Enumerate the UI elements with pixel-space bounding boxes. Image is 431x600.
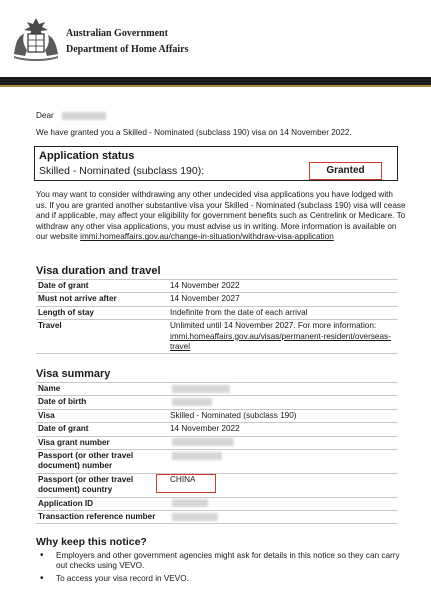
- row-value: 14 November 2022: [168, 423, 398, 436]
- redacted-value: [172, 499, 208, 507]
- redacted-name: [62, 112, 106, 120]
- header-accent-line: [0, 85, 431, 87]
- row-label: Travel: [36, 320, 168, 354]
- redacted-value: [172, 513, 218, 521]
- notice-text: You may want to consider withdrawing any other undecided visa applications you have lodged with us. If you are granted another substantive visa your Skilled - Nominated (subclass 190) visa will cease and if applicable, may affect your eligibility for government benefits such as Centrelink or Medicare. To withdraw any other visa applications, you must advise us in writing. More information is available on our website: [36, 190, 406, 242]
- row-value: [168, 320, 398, 354]
- withdraw-notice: [36, 190, 406, 243]
- why-keep-title: Why keep this notice?: [36, 536, 147, 548]
- row-value: [168, 383, 398, 396]
- row-label: Passport (or other travel document) number: [36, 450, 168, 474]
- list-item: • Employers and other government agencies might ask for details in this notice so they can carry out checks using VEVO.: [38, 551, 410, 572]
- department-name: Department of Home Affairs: [66, 44, 189, 55]
- row-value: [168, 497, 398, 510]
- application-status-box: [34, 146, 398, 181]
- row-value: [168, 436, 398, 449]
- table-row: [36, 280, 398, 293]
- row-value: [168, 511, 398, 524]
- table-row: [36, 473, 398, 497]
- row-value: [168, 450, 398, 474]
- government-name: Australian Government: [66, 28, 168, 39]
- travel-link[interactable]: immi.homeaffairs.gov.au/visas/permanent-resident/overseas-travel: [170, 331, 391, 352]
- list-item: • To access your visa record in VEVO.: [38, 574, 410, 584]
- visa-summary-table: [36, 382, 398, 524]
- salutation: [36, 111, 106, 120]
- row-label: Transaction reference number: [36, 511, 168, 524]
- row-value: [168, 396, 398, 409]
- country-highlight-box: [156, 474, 216, 493]
- row-label: Date of grant: [36, 280, 168, 293]
- table-row: [36, 409, 398, 422]
- row-label: Name: [36, 383, 168, 396]
- header-band: [0, 77, 431, 85]
- table-row: [36, 383, 398, 396]
- status-visa-label: Skilled - Nominated (subclass 190):: [39, 165, 205, 177]
- row-label: Visa: [36, 409, 168, 422]
- row-value: CHINA: [168, 473, 398, 497]
- travel-text: Unlimited until 14 November 2027. For more information:: [170, 321, 377, 331]
- why-keep-list: [38, 551, 410, 586]
- redacted-value: [172, 385, 230, 393]
- row-value: 14 November 2027: [168, 293, 398, 306]
- row-label: Date of birth: [36, 396, 168, 409]
- status-title: Application status: [39, 150, 135, 162]
- table-row: [36, 423, 398, 436]
- visa-duration-table: [36, 279, 398, 354]
- row-label: Length of stay: [36, 306, 168, 319]
- granted-sentence: We have granted you a Skilled - Nominated (subclass 190) visa on 14 November 2022.: [36, 128, 352, 137]
- letterhead: [0, 0, 431, 78]
- coat-of-arms-icon: [8, 14, 64, 62]
- table-row: [36, 293, 398, 306]
- row-label: Date of grant: [36, 423, 168, 436]
- salutation-text: Dear: [36, 111, 54, 120]
- row-value: Indefinite from the date of each arrival: [168, 306, 398, 319]
- table-row: [36, 396, 398, 409]
- redacted-value: [172, 438, 234, 446]
- row-label: Must not arrive after: [36, 293, 168, 306]
- table-row: [36, 497, 398, 510]
- row-label: Visa grant number: [36, 436, 168, 449]
- visa-summary-title: Visa summary: [36, 368, 111, 380]
- row-label: Application ID: [36, 497, 168, 510]
- redacted-value: [172, 398, 212, 406]
- table-row: [36, 436, 398, 449]
- table-row: [36, 306, 398, 319]
- visa-duration-title: Visa duration and travel: [36, 265, 161, 277]
- row-value: 14 November 2022: [168, 280, 398, 293]
- table-row: [36, 450, 398, 474]
- table-row: [36, 320, 398, 354]
- table-row: [36, 511, 398, 524]
- row-label: Passport (or other travel document) country: [36, 473, 168, 497]
- status-value: Granted: [309, 162, 382, 180]
- row-value: Skilled - Nominated (subclass 190): [168, 409, 398, 422]
- withdraw-link[interactable]: immi.homeaffairs.gov.au/change-in-situation/withdraw-visa-application: [80, 232, 334, 242]
- redacted-value: [172, 452, 222, 460]
